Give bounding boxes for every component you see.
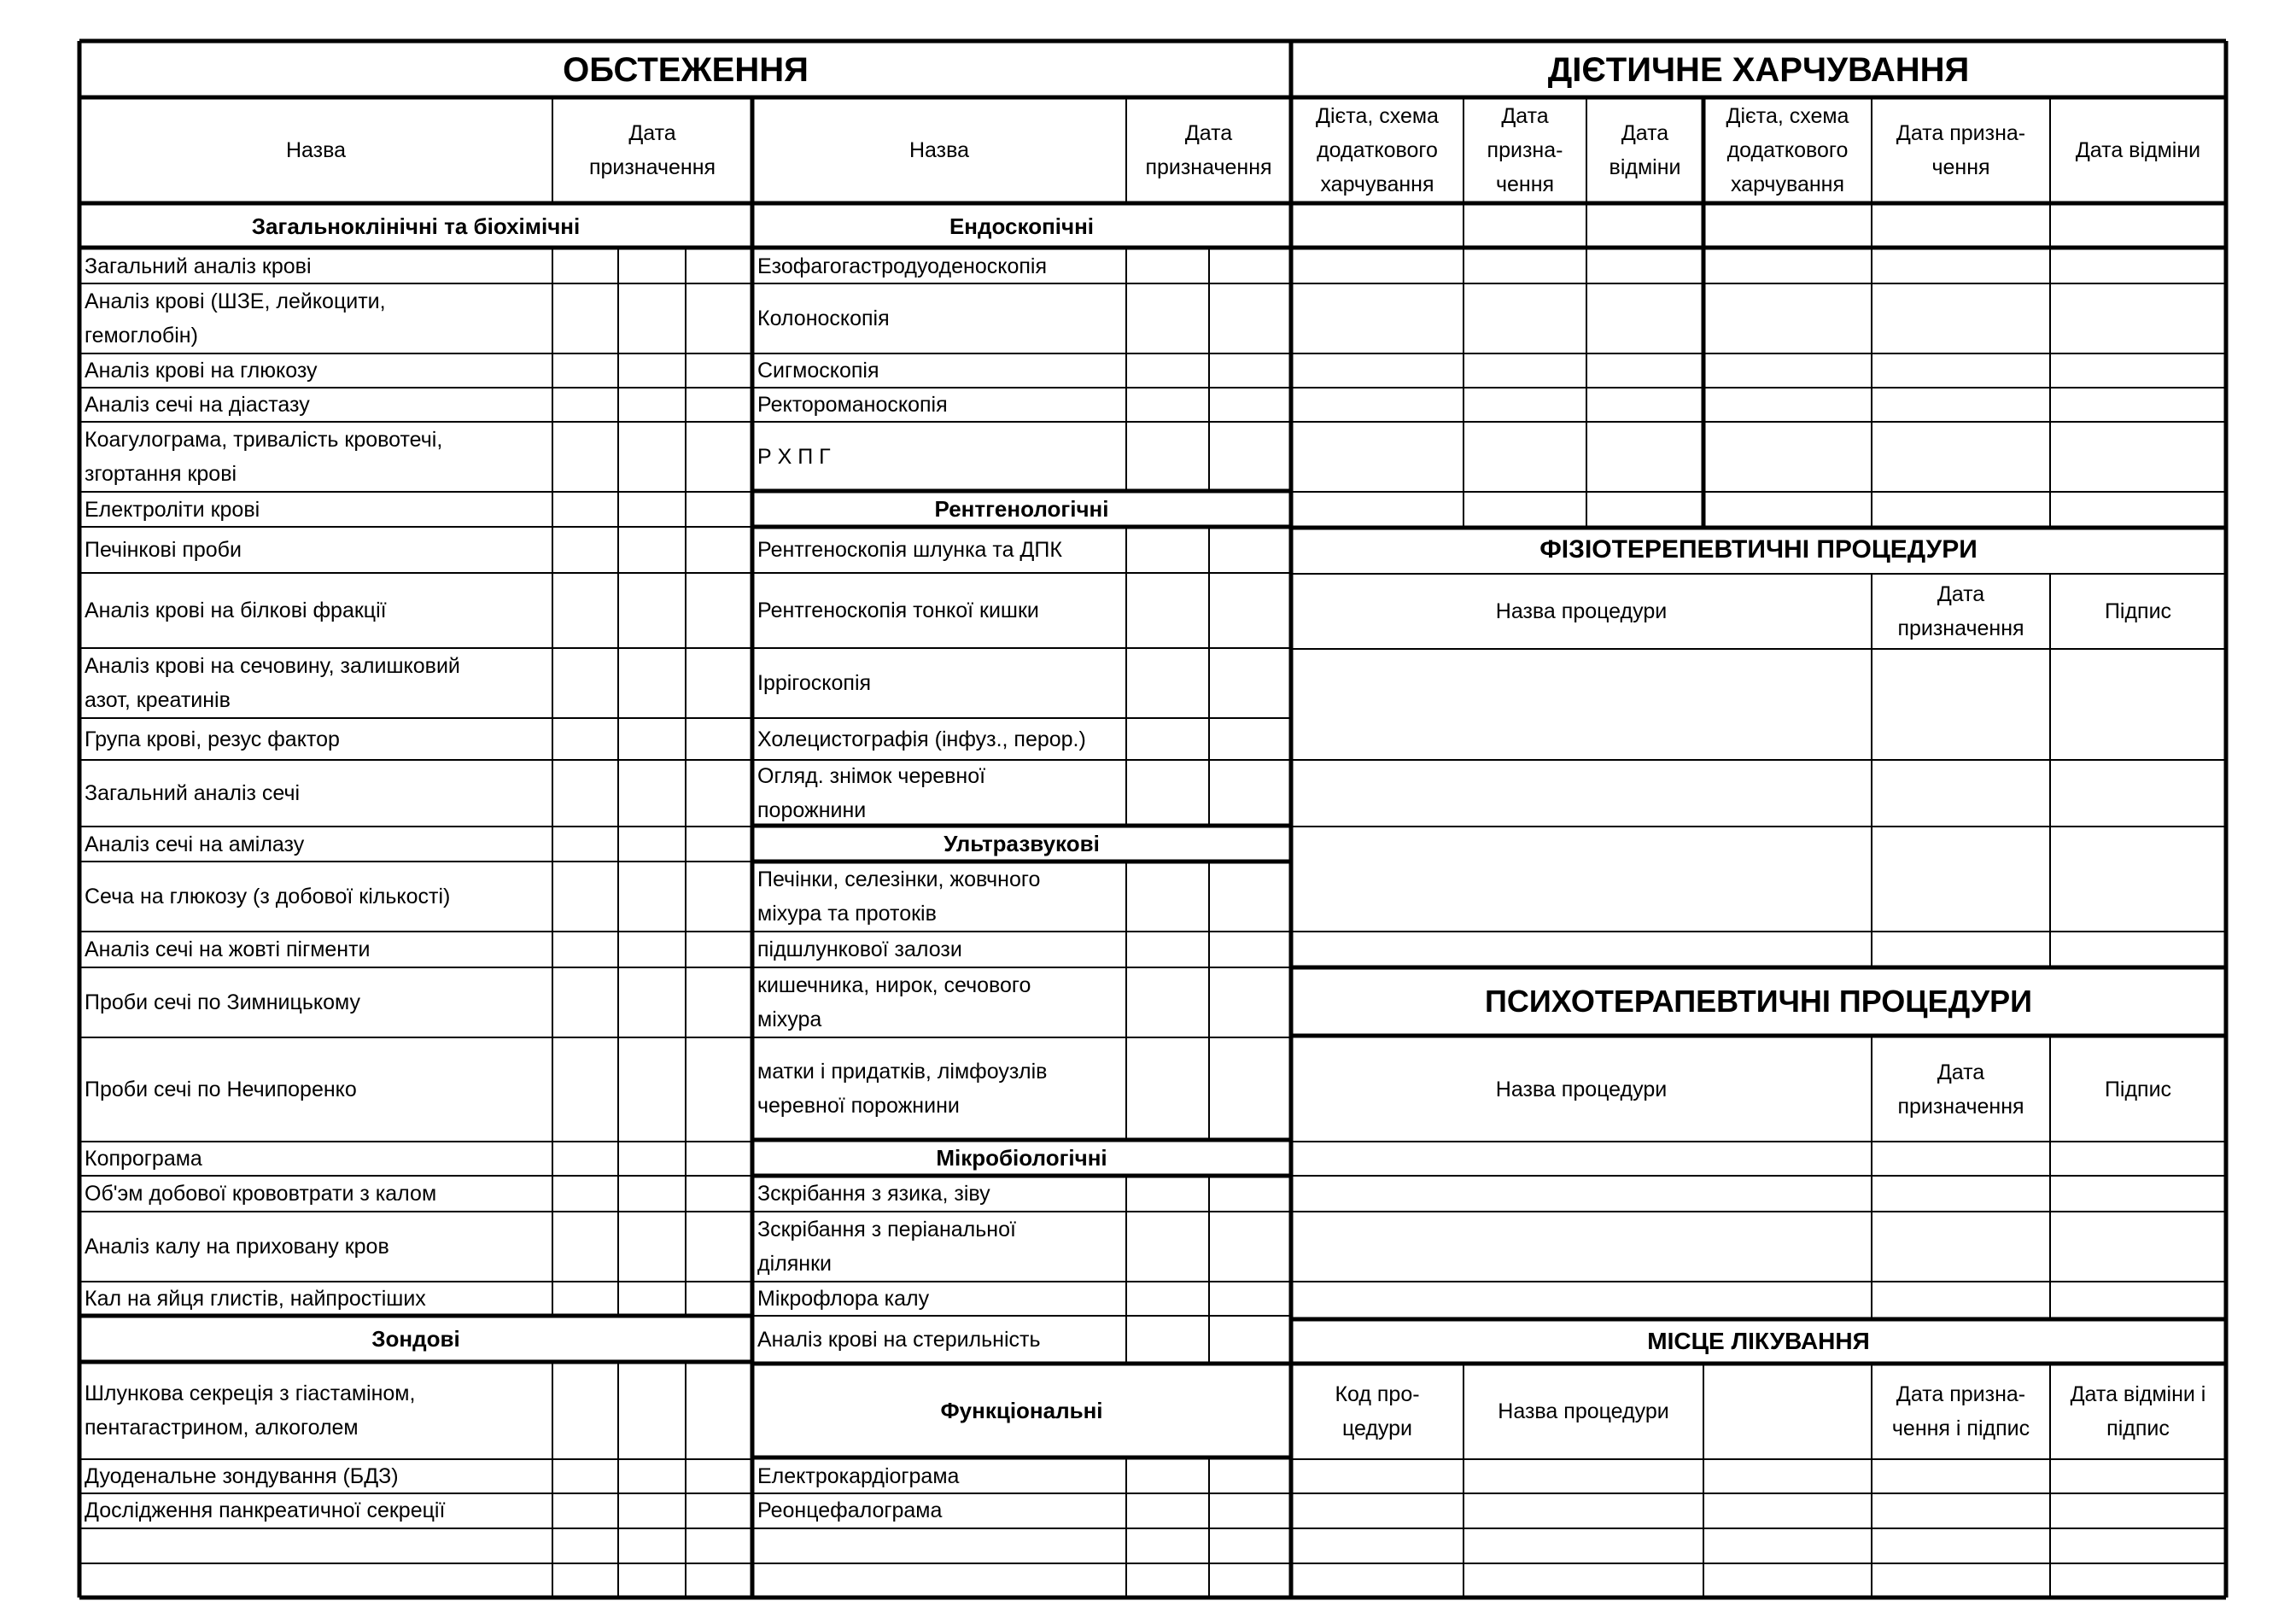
diet-col-date-set: Дата призна- чення	[1487, 104, 1563, 196]
diet-title: ДІЄТИЧНЕ ХАРЧУВАННЯ	[1547, 51, 1970, 89]
section-probe: Зондові	[371, 1325, 460, 1352]
section-xray: Рентгенологічні	[934, 496, 1109, 522]
exam-item-micro-2: Зскрібання з періанальної ділянки	[757, 1218, 1016, 1276]
diet-col-diet-2: Дієта, схема додаткового харчування	[1726, 104, 1849, 196]
exam-item-probe-3: Дослідження панкреатичної секреції	[85, 1498, 446, 1522]
exam-item-endo-3: Сигмоскопія	[757, 359, 879, 383]
section-micro: Мікробіологічні	[936, 1145, 1107, 1171]
exam-col-date: Дата призначення	[588, 121, 716, 179]
exam-item-general-2: Аналіз крові (ШЗЕ, лейкоцити, гемоглобін)	[85, 289, 386, 348]
psycho-title: ПСИХОТЕРАПЕВТИЧНІ ПРОЦЕДУРИ	[1485, 984, 2032, 1019]
diet-col-diet: Дієта, схема додаткового харчування	[1316, 104, 1439, 196]
exam-item-general-4: Аналіз сечі на діастазу	[85, 393, 310, 417]
exam-item-general-1: Загальний аналіз крові	[85, 254, 312, 278]
section-us: Ультразвукові	[944, 831, 1100, 856]
place-col-date-set: Дата призна- чення і підпис	[1891, 1382, 2030, 1440]
physio-col-name: Назва процедури	[1495, 599, 1668, 623]
exam-item-func-1: Електрокардіограма	[757, 1464, 960, 1488]
exam-item-endo-1: Езофагогастродуоденоскопія	[757, 254, 1047, 278]
exam-item-probe-1: Шлункова секреція з гіастаміном, пентагастрином, алкоголем	[85, 1382, 416, 1440]
exam-item-us-2: підшлункової залози	[757, 938, 962, 961]
exam-item-general-5: Коагулограма, тривалість кровотечі, згортання крові	[85, 428, 443, 486]
exam-item-general-10: Група крові, резус фактор	[85, 727, 340, 751]
physio-col-date: Дата призначення	[1897, 582, 2024, 640]
exam-item-func-2: Реонцефалограма	[757, 1498, 943, 1522]
exam-item-general-14: Аналіз сечі на жовті пігменти	[85, 938, 371, 961]
exam-item-micro-3: Мікрофлора калу	[757, 1287, 930, 1311]
psycho-col-sign: Підпис	[2104, 1078, 2172, 1101]
place-title: МІСЦЕ ЛІКУВАННЯ	[1647, 1328, 1870, 1354]
place-col-code: Код про- цедури	[1335, 1382, 1420, 1440]
exam-item-us-4: матки і придатків, лімфоузлів черевної порожнини	[757, 1060, 1048, 1118]
exam-item-general-13: Сеча на глюкозу (з добової кількості)	[85, 885, 451, 908]
exam-item-xray-1: Рентгеноскопія шлунка та ДПК	[757, 538, 1062, 562]
exam-col-name-2: Назва	[908, 138, 970, 162]
exam-item-endo-2: Колоноскопія	[757, 307, 890, 330]
exam-item-xray-4: Холецистографія (інфуз., перор.)	[757, 727, 1086, 751]
exam-item-us-1: Печінки, селезінки, жовчного міхура та протоків	[757, 867, 1041, 926]
exam-item-general-6: Електроліти крові	[85, 497, 260, 522]
section-general: Загальноклінічні та біохімічні	[251, 213, 581, 239]
psycho-col-date: Дата призначення	[1897, 1060, 2024, 1119]
exam-item-general-20: Кал на яйця глистів, найпростіших	[85, 1287, 426, 1311]
diet-col-date-cancel: Дата відміни	[1609, 121, 1681, 179]
exam-item-general-8: Аналіз крові на білкові фракції	[85, 599, 387, 622]
place-col-name: Назва процедури	[1498, 1399, 1669, 1423]
exam-item-general-19: Аналіз калу на приховану кров	[85, 1235, 389, 1259]
exam-item-xray-2: Рентгеноскопія тонкої кишки	[757, 599, 1039, 622]
diet-col-date-cancel-2: Дата відміни	[2075, 138, 2201, 162]
diet-col-date-set-2: Дата призна- чення	[1896, 121, 2026, 179]
exam-item-general-9: Аналіз крові на сечовину, залишковий азот, креатинів	[85, 654, 460, 712]
exam-item-xray-5: Огляд. знімок черевної порожнини	[757, 763, 986, 822]
section-func: Функціональні	[940, 1398, 1103, 1423]
exam-item-endo-4: Ректороманоскопія	[757, 393, 948, 417]
section-endo: Ендоскопічні	[949, 213, 1095, 239]
exam-title: ОБСТЕЖЕННЯ	[563, 51, 809, 89]
physio-col-sign: Підпис	[2104, 599, 2172, 623]
exam-item-probe-2: Дуоденальне зондування (БДЗ)	[85, 1464, 399, 1488]
exam-item-general-12: Аналіз сечі на амілазу	[85, 832, 305, 856]
exam-item-us-3: кишечника, нирок, сечового міхура	[757, 973, 1031, 1031]
exam-col-name: Назва	[285, 138, 347, 162]
exam-item-general-18: Об'эм добової крововтрати з калом	[85, 1182, 437, 1206]
place-col-date-cancel: Дата відміни і підпис	[2070, 1382, 2206, 1440]
psycho-col-name: Назва процедури	[1495, 1078, 1668, 1101]
exam-item-micro-1: Зскрібання з язика, зіву	[757, 1182, 990, 1206]
exam-item-endo-5: Р Х П Г	[757, 444, 831, 469]
exam-col-date-2: Дата призначення	[1145, 121, 1272, 179]
exam-item-general-15: Проби сечі по Зимницькому	[85, 990, 360, 1014]
exam-item-micro-4: Аналіз крові на стерильність	[757, 1328, 1041, 1352]
exam-item-xray-3: Іррігоскопія	[757, 671, 872, 695]
exam-item-general-17: Копрограма	[85, 1147, 202, 1171]
exam-item-general-7: Печінкові проби	[85, 538, 242, 562]
exam-item-general-3: Аналіз крові на глюкозу	[85, 359, 318, 383]
exam-item-general-11: Загальний аналіз сечі	[85, 781, 301, 805]
exam-item-general-16: Проби сечі по Нечипоренко	[85, 1078, 357, 1101]
physio-title: ФІЗІОТЕРЕПЕВТИЧНІ ПРОЦЕДУРИ	[1539, 535, 1978, 564]
